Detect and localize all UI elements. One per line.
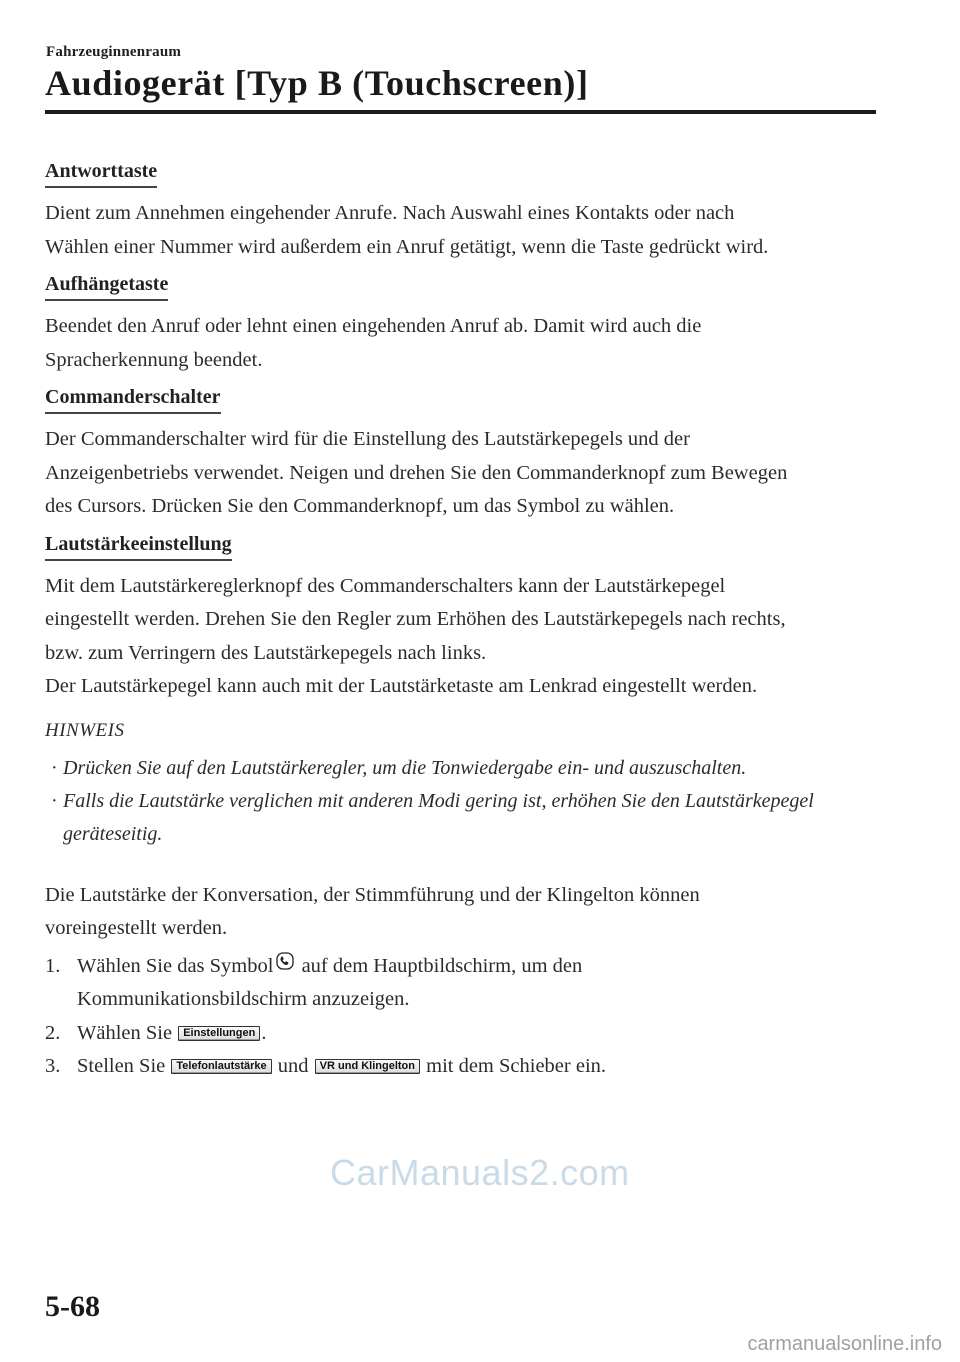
section-heading: Antworttaste xyxy=(45,160,157,188)
paragraph xyxy=(45,423,875,524)
step-text: . xyxy=(261,1021,267,1044)
text-line: Wählen einer Nummer wird außerdem ein Anruf getätigt, wenn die Taste gedrückt wird. xyxy=(45,235,769,258)
page-content xyxy=(45,160,875,1084)
intro-paragraph xyxy=(45,879,875,946)
step-text: Wählen Sie das Symbol xyxy=(77,954,274,977)
paragraph xyxy=(45,310,875,377)
watermark: CarManuals2.com xyxy=(330,1152,630,1193)
text-line: Dient zum Annehmen eingehender Anrufe. Nach Auswahl eines Kontakts oder nach xyxy=(45,202,735,224)
bullet-dot: · xyxy=(51,756,58,779)
hinweis-text: Falls die Lautstärke verglichen mit anderen Modi gering ist, erhöhen Sie den Lautstärkepegel geräteseitig. xyxy=(63,789,814,845)
step-number: 3. xyxy=(45,1055,61,1077)
hinweis-list xyxy=(45,752,875,851)
text-line: Beendet den Anruf oder lehnt einen eingehenden Anruf ab. Damit wird auch die xyxy=(45,315,702,337)
text-line: Spracherkennung beendet. xyxy=(45,348,263,371)
step-item xyxy=(45,950,875,1017)
section-antworttaste xyxy=(45,160,875,264)
paragraph xyxy=(45,197,875,264)
text-line: Der Lautstärkepegel kann auch mit der Lautstärketaste am Lenkrad eingestellt werden. xyxy=(45,675,758,697)
header-rule xyxy=(45,110,876,114)
section-label: Fahrzeuginnenraum xyxy=(46,44,182,60)
text-line: Mit dem Lautstärkereglerknopf des Commanderschalters kann der Lautstärkepegel xyxy=(45,574,726,597)
footer-watermark: carmanualsonline.info xyxy=(747,1333,942,1355)
step-text: mit dem Schieber ein. xyxy=(421,1055,607,1077)
hinweis-text: Drücken Sie auf den Lautstärkeregler, um die Tonwiedergabe ein- und auszuschalten. xyxy=(63,756,747,779)
section-heading: Aufhängetaste xyxy=(45,273,168,301)
hinweis-item xyxy=(45,785,875,851)
paragraph xyxy=(45,570,875,704)
step-text: Kommunikationsbildschirm anzuzeigen. xyxy=(77,988,410,1010)
text-line: voreingestellt werden. xyxy=(45,917,228,939)
bullet-dot: · xyxy=(51,789,58,812)
step-list xyxy=(45,950,875,1084)
phone-icon xyxy=(276,952,294,970)
text-line: eingestellt werden. Drehen Sie den Regler zum Erhöhen des Lautstärkepegels nach rechts, xyxy=(45,608,786,630)
hinweis-box xyxy=(45,720,875,851)
section-heading: Commanderschalter xyxy=(45,386,221,414)
step-number: 1. xyxy=(45,954,61,977)
text-line: bzw. zum Verringern des Lautstärkepegels nach links. xyxy=(45,641,487,664)
step-item xyxy=(45,1017,875,1051)
step-text: Wählen Sie xyxy=(77,1021,173,1044)
telefonlautstaerke-button: Telefonlautstärke xyxy=(171,1059,271,1074)
step-item xyxy=(45,1050,875,1084)
section-aufhaengetaste xyxy=(45,273,875,377)
step-text: Stellen Sie xyxy=(77,1055,166,1077)
hinweis-label: HINWEIS xyxy=(45,719,125,741)
text-line: Anzeigenbetriebs verwendet. Neigen und drehen Sie den Commanderknopf zum Bewegen xyxy=(45,461,788,484)
hinweis-item xyxy=(45,752,875,785)
section-lautstaerkeeinstellung xyxy=(45,533,875,704)
text-line: des Cursors. Drücken Sie den Commanderknopf, um das Symbol zu wählen. xyxy=(45,495,675,517)
vr-und-klingelton-button: VR und Klingelton xyxy=(315,1059,420,1074)
step-number: 2. xyxy=(45,1021,61,1044)
text-line: Der Commanderschalter wird für die Einstellung des Lautstärkepegels und der xyxy=(45,428,690,450)
section-heading: Lautstärkeeinstellung xyxy=(45,533,232,561)
page-title: Audiogerät [Typ B (Touchscreen)] xyxy=(45,63,589,103)
step-text: und xyxy=(272,1055,314,1077)
section-commanderschalter xyxy=(45,386,875,524)
einstellungen-button: Einstellungen xyxy=(178,1026,260,1041)
text-line: Die Lautstärke der Konversation, der Stimmführung und der Klingelton können xyxy=(45,883,700,906)
step-text: auf dem Hauptbildschirm, um den xyxy=(296,954,583,977)
page-number: 5-68 xyxy=(45,1290,100,1323)
